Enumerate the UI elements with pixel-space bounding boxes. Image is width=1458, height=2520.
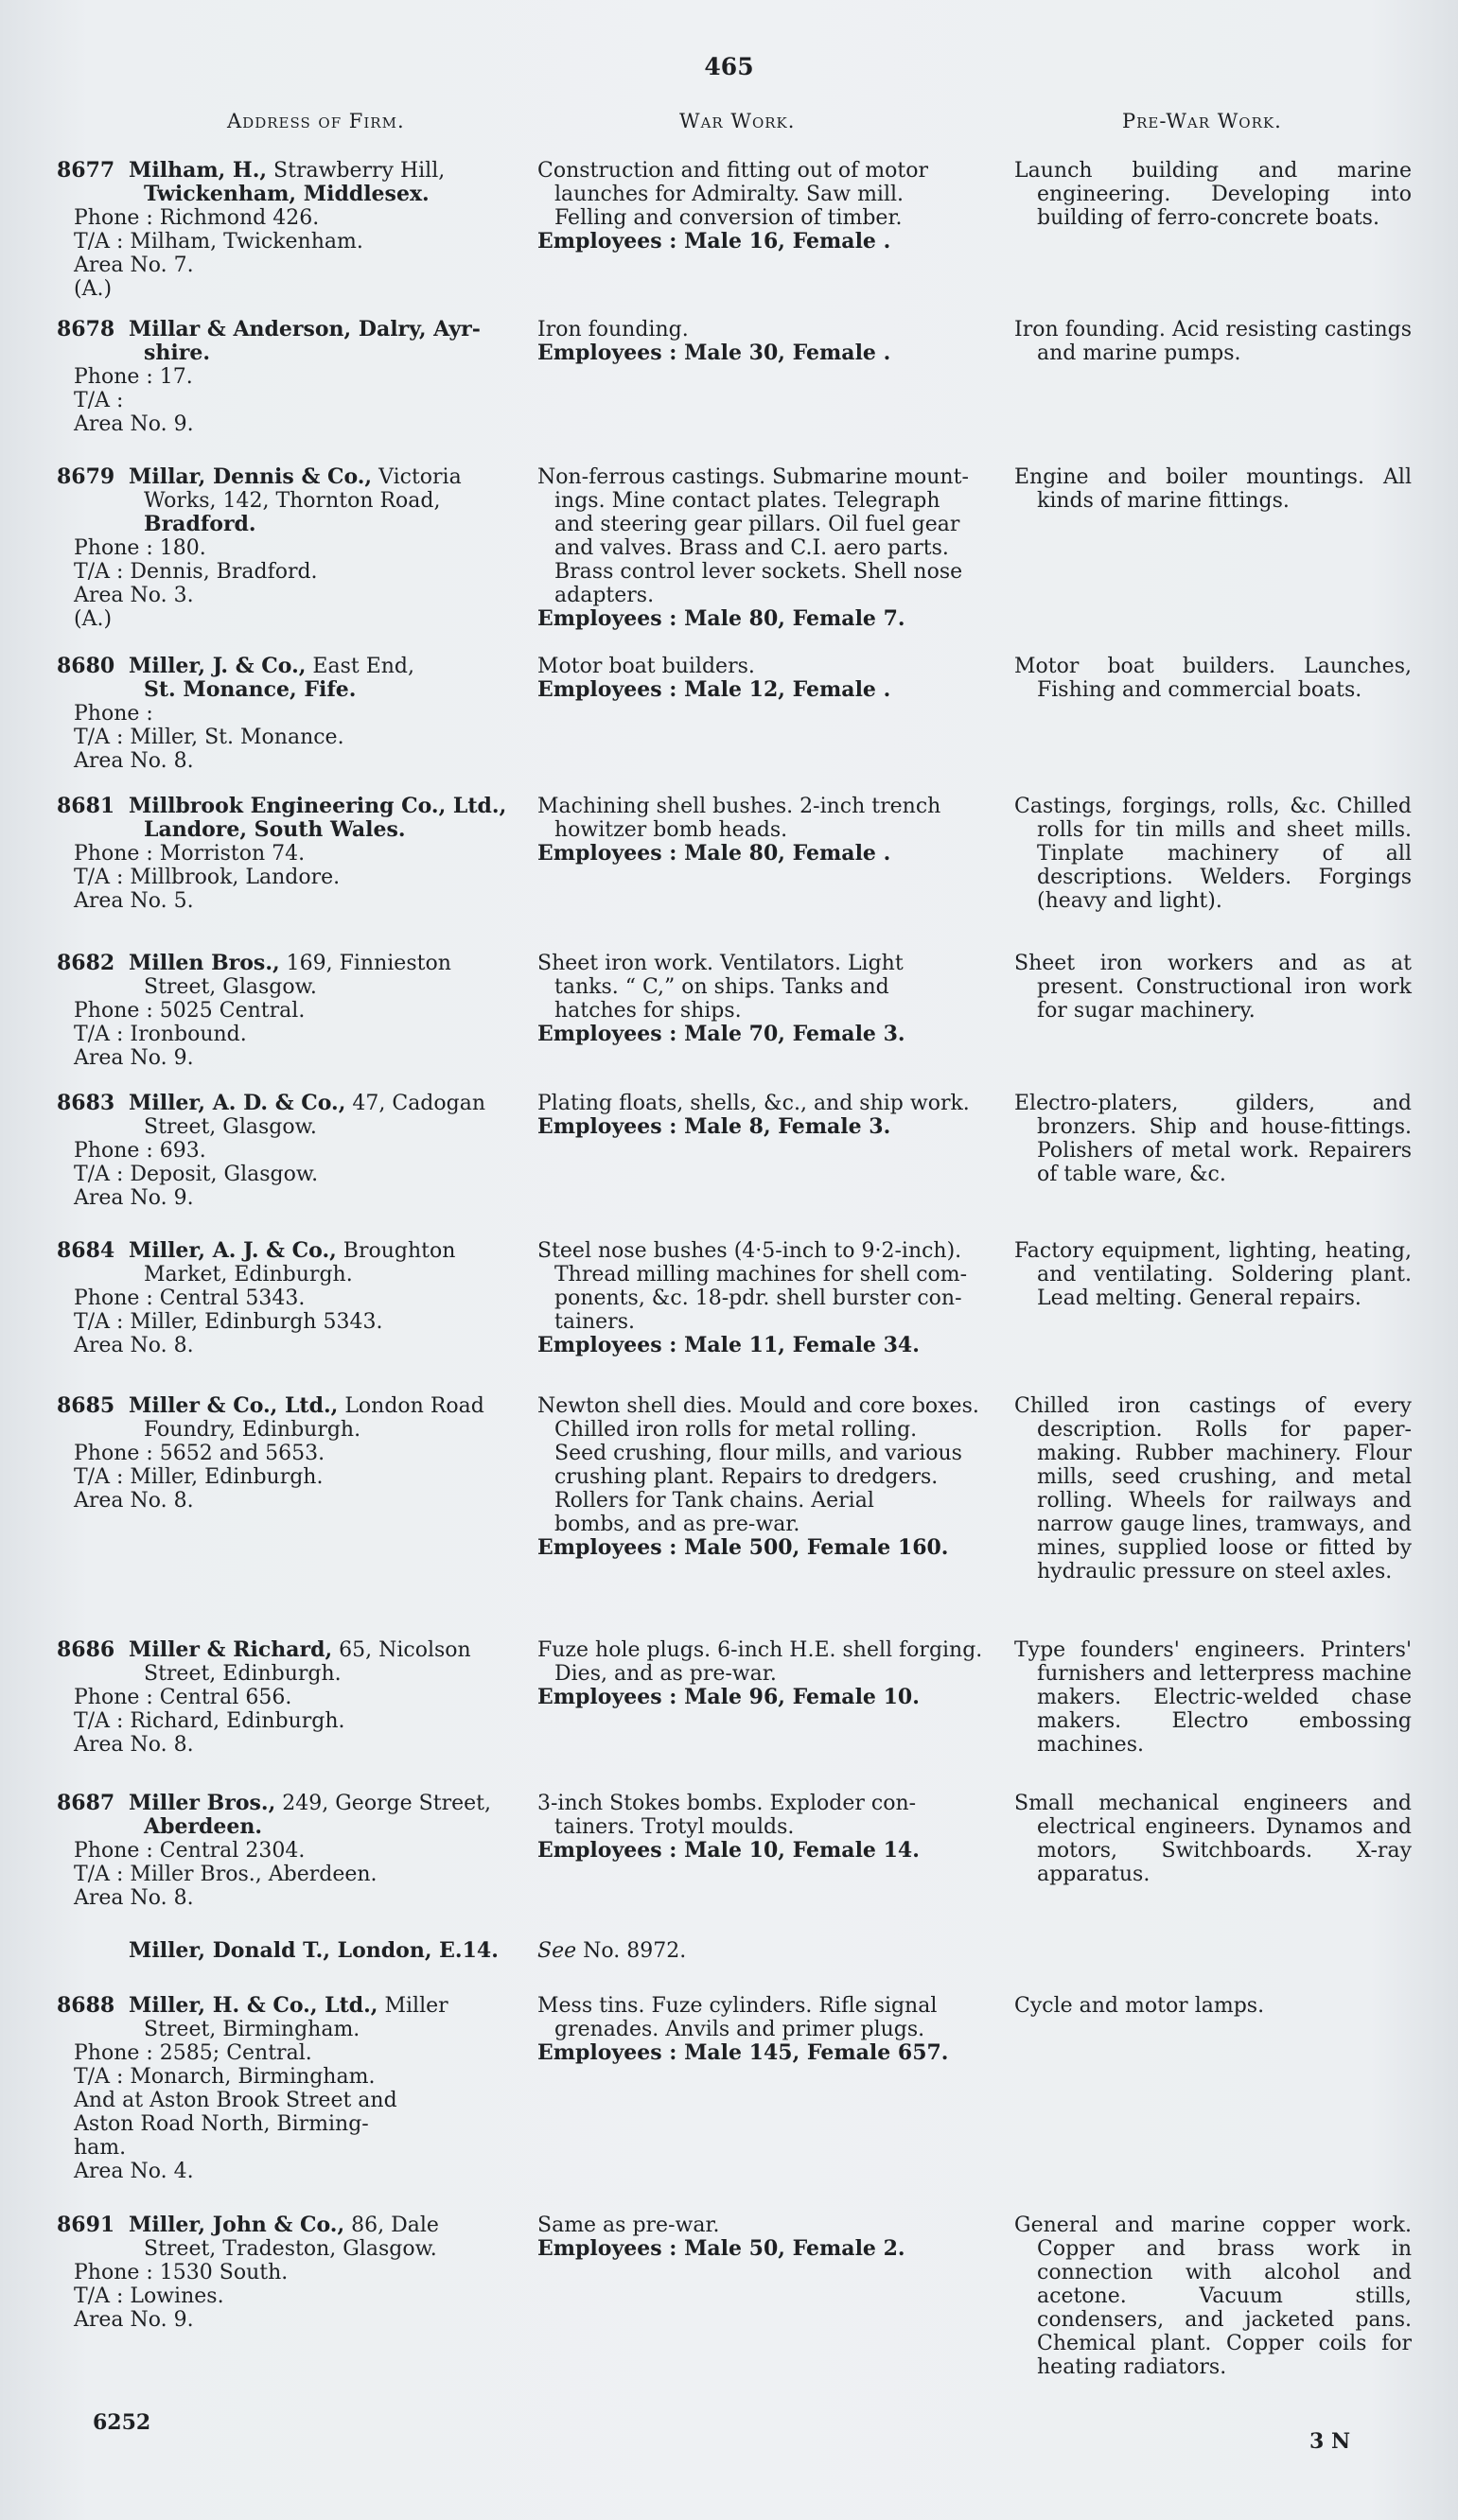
- prewar-text: Cycle and motor lamps.: [1014, 1994, 1265, 2018]
- entry-address: [57, 1994, 530, 2183]
- war-work-line: crushing plant. Repairs to dredgers.: [554, 1465, 939, 1489]
- address-detail: Phone : 5652 and 5653.: [74, 1442, 325, 1465]
- address-detail: Phone : 1530 South.: [74, 2261, 289, 2284]
- address-line: Foundry, Edinburgh.: [144, 1418, 361, 1442]
- address-text: Victoria: [378, 465, 462, 489]
- employees-count: Employees : Male 11, Female 34.: [537, 1333, 920, 1357]
- prewar-text: Factory equipment, lighting, heating, and ventilating. Soldering plant. Lead melting. General repairs.: [1014, 1239, 1412, 1310]
- prewar-text: Iron founding. Acid resisting castings and marine pumps.: [1014, 318, 1412, 365]
- address-first-line: [57, 795, 530, 818]
- address-detail: T/A : Richard, Edinburgh.: [74, 1709, 345, 1733]
- address-first-line: [57, 159, 530, 183]
- war-work-line: launches for Admiralty. Saw mill.: [554, 183, 905, 206]
- address-detail: T/A : Monarch, Birmingham.: [74, 2065, 376, 2089]
- address-detail: Area No. 8.: [74, 1334, 194, 1357]
- address-first-line: [57, 1994, 530, 2018]
- entry-address: [57, 1638, 530, 1757]
- see-reference: [537, 1939, 1010, 1963]
- war-work: [537, 1092, 1010, 1139]
- firm-name: Miller & Co., Ltd.,: [129, 1393, 339, 1418]
- address-detail: T/A : Miller, Edinburgh.: [74, 1465, 324, 1489]
- war-work: [537, 1638, 1010, 1709]
- war-work-line: Motor boat builders.: [537, 655, 755, 678]
- address-detail: Area No. 9.: [74, 412, 194, 436]
- prewar-text: Launch building and marine engineering. Developing into building of ferro-concrete boats.: [1014, 159, 1412, 230]
- address-detail: Phone : Central 5343.: [74, 1286, 306, 1310]
- firm-name: Miller, John & Co.,: [129, 2213, 345, 2237]
- entry-number: 8688: [57, 1993, 115, 2018]
- employees-count: Employees : Male 8, Female 3.: [537, 1114, 891, 1139]
- firm-name: Miller, H. & Co., Ltd.,: [129, 1993, 378, 2018]
- entry-number: 8677: [57, 158, 115, 183]
- address-town: Bradford.: [144, 512, 256, 536]
- entry-number: 8678: [57, 317, 115, 341]
- war-work: [537, 1239, 1010, 1357]
- war-work-line: tanks. “ C,” on ships. Tanks and: [554, 975, 889, 999]
- address-first-line: [57, 952, 530, 975]
- see-number: No. 8972.: [583, 1939, 687, 1963]
- war-work-line: and valves. Brass and C.I. aero parts.: [554, 536, 949, 560]
- war-work-line: Newton shell dies. Mould and core boxes.: [537, 1394, 979, 1418]
- address-detail: T/A : Miller, St. Monance.: [74, 726, 344, 749]
- employees-count: Employees : Male 50, Female 2.: [537, 2236, 905, 2261]
- war-work-line: Brass control lever sockets. Shell nose: [554, 560, 963, 584]
- entry-number: 8685: [57, 1393, 115, 1418]
- entry-address: [57, 1792, 530, 1910]
- war-work-line: and steering gear pillars. Oil fuel gear: [554, 513, 960, 536]
- firm-name: Millbrook Engineering Co., Ltd.,: [129, 794, 507, 818]
- address-detail: And at Aston Brook Street and: [74, 2089, 397, 2112]
- employees-count: Employees : Male 500, Female 160.: [537, 1535, 949, 1560]
- war-work: [537, 318, 1010, 365]
- war-work-line: grenades. Anvils and primer plugs.: [554, 2018, 925, 2041]
- war-work-line: adapters.: [554, 584, 655, 607]
- entry-address: [57, 465, 530, 631]
- address-first-line: [57, 1792, 530, 1815]
- address-detail: Aston Road North, Birming-: [74, 2112, 369, 2136]
- address-line: Works, 142, Thornton Road,: [144, 489, 441, 513]
- employees-count: Employees : Male 80, Female 7.: [537, 606, 905, 631]
- war-work-line: Construction and fitting out of motor: [537, 159, 929, 183]
- war-work-line: bombs, and as pre-war.: [554, 1513, 800, 1536]
- address-text: 86, Dale: [351, 2214, 439, 2237]
- address-town: Landore, South Wales.: [144, 817, 406, 842]
- war-work-line: howitzer bomb heads.: [554, 818, 788, 842]
- firm-name: Millar, Dennis & Co.,: [129, 464, 373, 489]
- address-detail: Phone : 2585; Central.: [74, 2041, 312, 2065]
- prewar-text: Castings, forgings, rolls, &c. Chilled rolls for tin mills and sheet mills. Tinplate machinery of all descriptions. Welders. Forgings (heavy and light).: [1014, 795, 1412, 913]
- address-detail: T/A : Millbrook, Landore.: [74, 866, 341, 889]
- firm-name: Milham, H.,: [129, 158, 268, 183]
- prewar-text: Motor boat builders. Launches, Fishing and commercial boats.: [1014, 655, 1412, 702]
- war-work-line: Felling and conversion of timber.: [554, 206, 903, 230]
- prewar-text: Chilled iron castings of every description. Rolls for paper-making. Rubber machinery. Flour mills, seed crushing, and metal rolling. Wheels for railways and narrow gauge lines, tramways, and mines, supplied loose or fitted by hydraulic pressure on steel axles.: [1014, 1394, 1412, 1584]
- war-work: [537, 1792, 1010, 1863]
- prewar-work: [1014, 1239, 1412, 1310]
- entry-address: [57, 952, 530, 1070]
- prewar-work: [1014, 1092, 1412, 1186]
- employees-count: Employees : Male 16, Female .: [537, 229, 891, 254]
- address-detail: T/A : Dennis, Bradford.: [74, 560, 318, 584]
- see-label: See: [537, 1939, 577, 1963]
- header-prewar-work: Pre-War Work.: [1122, 110, 1282, 132]
- entry-number: 8681: [57, 794, 115, 818]
- address-text: London Road: [344, 1394, 484, 1418]
- page-number: 465: [704, 53, 754, 80]
- address-detail: Area No. 8.: [74, 1733, 194, 1757]
- war-work-line: hatches for ships.: [554, 999, 742, 1023]
- address-town: shire.: [144, 341, 210, 365]
- entry-address: [57, 655, 530, 773]
- address-first-line: [57, 1939, 530, 1963]
- address-first-line: [57, 1394, 530, 1418]
- address-detail: T/A :: [74, 389, 124, 412]
- address-text: 249, George Street,: [282, 1792, 491, 1815]
- employees-count: Employees : Male 96, Female 10.: [537, 1685, 920, 1709]
- firm-name: Millar & Anderson, Dalry, Ayr-: [129, 317, 481, 341]
- war-work-line: ponents, &c. 18-pdr. shell burster con-: [554, 1286, 962, 1310]
- address-detail: Phone :: [74, 702, 153, 726]
- war-work-line: Thread milling machines for shell com-: [554, 1263, 968, 1286]
- prewar-work: [1014, 655, 1412, 702]
- employees-count: Employees : Male 10, Female 14.: [537, 1838, 920, 1863]
- war-work-line: Mess tins. Fuze cylinders. Rifle signal: [537, 1994, 938, 2018]
- address-detail: Phone : 5025 Central.: [74, 999, 306, 1023]
- war-work-line: Machining shell bushes. 2-inch trench: [537, 795, 941, 818]
- entry-number: 8682: [57, 951, 115, 975]
- entry-address: [57, 1092, 530, 1210]
- address-detail: Area No. 9.: [74, 1186, 194, 1210]
- war-work-line: ings. Mine contact plates. Telegraph: [554, 489, 940, 513]
- address-detail: Phone : 180.: [74, 536, 206, 560]
- address-detail: T/A : Miller, Edinburgh 5343.: [74, 1310, 383, 1334]
- entry-number: 8687: [57, 1791, 115, 1815]
- address-first-line: [57, 318, 530, 341]
- address-detail: Phone : Central 2304.: [74, 1839, 306, 1863]
- employees-count: Employees : Male 80, Female .: [537, 841, 891, 866]
- war-work-line: Plating floats, shells, &c., and ship work.: [537, 1092, 970, 1115]
- war-work: [537, 159, 1010, 254]
- war-work: [537, 655, 1010, 702]
- address-first-line: [57, 655, 530, 678]
- address-detail: Area No. 8.: [74, 1886, 194, 1910]
- entry-address: [57, 2214, 530, 2332]
- entry-number: 8679: [57, 464, 115, 489]
- address-detail: T/A : Ironbound.: [74, 1023, 247, 1046]
- war-work-line: Non-ferrous castings. Submarine mount-: [537, 465, 969, 489]
- firm-name: Miller Bros.,: [129, 1791, 276, 1815]
- address-first-line: [57, 465, 530, 489]
- address-detail: Phone : Richmond 426.: [74, 206, 320, 230]
- prewar-work: [1014, 795, 1412, 913]
- footer-code: 6252: [93, 2410, 151, 2435]
- war-work: [537, 1939, 1010, 1963]
- address-first-line: [57, 1092, 530, 1115]
- prewar-work: [1014, 465, 1412, 513]
- address-text: Miller: [384, 1994, 448, 2018]
- entry-number: 8686: [57, 1637, 115, 1662]
- address-town: Aberdeen.: [144, 1814, 263, 1839]
- war-work-line: Seed crushing, flour mills, and various: [554, 1442, 962, 1465]
- firm-name: Miller & Richard,: [129, 1637, 333, 1662]
- address-detail: Phone : Morriston 74.: [74, 842, 306, 866]
- prewar-text: Engine and boiler mountings. All kinds of marine fittings.: [1014, 465, 1412, 513]
- firm-name: Miller, Donald T., London, E.14.: [129, 1938, 499, 1963]
- war-work-line: Dies, and as pre-war.: [554, 1662, 777, 1686]
- prewar-text: Type founders' engineers. Printers' furnishers and letterpress machine makers. Electric-welded chase makers. Electro embossing machines.: [1014, 1638, 1412, 1757]
- employees-count: Employees : Male 70, Female 3.: [537, 1022, 905, 1046]
- address-line: Market, Edinburgh.: [144, 1263, 353, 1286]
- address-detail: (A.): [74, 607, 113, 631]
- firm-name: Miller, A. D. & Co.,: [129, 1091, 346, 1115]
- war-work-line: Sheet iron work. Ventilators. Light: [537, 952, 904, 975]
- war-work: [537, 1394, 1010, 1560]
- firm-name: Millen Bros.,: [129, 951, 280, 975]
- footer-signature: 3 N: [1309, 2429, 1351, 2454]
- war-work-line: Rollers for Tank chains. Aerial: [554, 1489, 874, 1513]
- prewar-work: [1014, 159, 1412, 230]
- entry-address: [57, 1939, 530, 1963]
- war-work: [537, 952, 1010, 1046]
- address-line: Street, Birmingham.: [144, 2018, 360, 2041]
- address-line: Street, Tradeston, Glasgow.: [144, 2237, 437, 2261]
- address-line: Street, Glasgow.: [144, 975, 317, 999]
- employees-count: Employees : Male 145, Female 657.: [537, 2040, 949, 2065]
- entry-number: 8684: [57, 1238, 115, 1263]
- war-work: [537, 1994, 1010, 2065]
- war-work: [537, 795, 1010, 866]
- entry-number: 8680: [57, 654, 115, 678]
- address-detail: Area No. 3.: [74, 584, 194, 607]
- address-line: Street, Glasgow.: [144, 1115, 317, 1139]
- address-detail: Area No. 8.: [74, 1489, 194, 1513]
- address-detail: T/A : Miller Bros., Aberdeen.: [74, 1863, 378, 1886]
- war-work: [537, 2214, 1010, 2261]
- prewar-work: [1014, 1394, 1412, 1584]
- address-detail: Area No. 9.: [74, 1046, 194, 1070]
- address-text: 65, Nicolson: [339, 1638, 471, 1662]
- header-war-work: War Work.: [679, 110, 796, 132]
- employees-count: Employees : Male 12, Female .: [537, 677, 891, 702]
- address-first-line: [57, 1239, 530, 1263]
- entry-address: [57, 1394, 530, 1513]
- war-work-line: 3-inch Stokes bombs. Exploder con-: [537, 1792, 917, 1815]
- war-work-line: Fuze hole plugs. 6-inch H.E. shell forging.: [537, 1638, 983, 1662]
- war-work-line: Steel nose bushes (4·5-inch to 9·2-inch).: [537, 1239, 962, 1263]
- address-detail: T/A : Milham, Twickenham.: [74, 230, 363, 254]
- entry-number: 8691: [57, 2213, 115, 2237]
- address-detail: ham.: [74, 2136, 127, 2160]
- address-detail: T/A : Lowines.: [74, 2284, 224, 2308]
- employees-count: Employees : Male 30, Female .: [537, 341, 891, 365]
- address-town: St. Monance, Fife.: [144, 677, 357, 702]
- entry-address: [57, 159, 530, 301]
- war-work-line: tainers. Trotyl moulds.: [554, 1815, 795, 1839]
- address-text: East End,: [312, 655, 414, 678]
- address-text: Broughton: [343, 1239, 456, 1263]
- entry-address: [57, 318, 530, 436]
- address-detail: Area No. 7.: [74, 254, 194, 277]
- entry-address: [57, 795, 530, 913]
- entry-address: [57, 1239, 530, 1357]
- column-headers: [0, 110, 1458, 148]
- war-work-line: Iron founding.: [537, 318, 689, 341]
- address-line: Street, Edinburgh.: [144, 1662, 342, 1686]
- address-text: 47, Cadogan: [352, 1092, 486, 1115]
- war-work-line: Chilled iron rolls for metal rolling.: [554, 1418, 918, 1442]
- prewar-work: [1014, 1994, 1412, 2018]
- address-detail: Area No. 5.: [74, 889, 194, 913]
- firm-name: Miller, A. J. & Co.,: [129, 1238, 337, 1263]
- war-work-line: Same as pre-war.: [537, 2214, 720, 2237]
- address-first-line: [57, 2214, 530, 2237]
- header-address: Address of Firm.: [227, 110, 405, 132]
- prewar-work: [1014, 318, 1412, 365]
- address-text: 169, Finnieston: [286, 952, 451, 975]
- address-town: Twickenham, Middlesex.: [144, 182, 430, 206]
- prewar-text: Electro-platers, gilders, and bronzers. Ship and house-fittings. Polishers of metal work. Repairers of table ware, &c.: [1014, 1092, 1412, 1186]
- entry-number: 8683: [57, 1091, 115, 1115]
- prewar-text: Small mechanical engineers and electrical engineers. Dynamos and motors, Switchboards. X-ray apparatus.: [1014, 1792, 1412, 1886]
- address-detail: Area No. 8.: [74, 749, 194, 773]
- address-detail: T/A : Deposit, Glasgow.: [74, 1163, 319, 1186]
- prewar-work: [1014, 2214, 1412, 2379]
- prewar-text: General and marine copper work. Copper and brass work in connection with alcohol and acetone. Vacuum stills, condensers, and jacketed pans. Chemical plant. Copper coils for heating radiators.: [1014, 2214, 1412, 2379]
- address-detail: Phone : 17.: [74, 365, 193, 389]
- prewar-text: Sheet iron workers and as at present. Constructional iron work for sugar machinery.: [1014, 952, 1412, 1023]
- war-work-line: tainers.: [554, 1310, 635, 1334]
- address-text: Strawberry Hill,: [273, 159, 446, 183]
- address-detail: Area No. 4.: [74, 2160, 194, 2183]
- prewar-work: [1014, 1792, 1412, 1886]
- address-detail: (A.): [74, 277, 113, 301]
- prewar-work: [1014, 1638, 1412, 1757]
- address-detail: Phone : Central 656.: [74, 1686, 292, 1709]
- firm-name: Miller, J. & Co.,: [129, 654, 307, 678]
- prewar-work: [1014, 952, 1412, 1023]
- war-work: [537, 465, 1010, 631]
- address-detail: Area No. 9.: [74, 2308, 194, 2332]
- address-first-line: [57, 1638, 530, 1662]
- address-detail: Phone : 693.: [74, 1139, 206, 1163]
